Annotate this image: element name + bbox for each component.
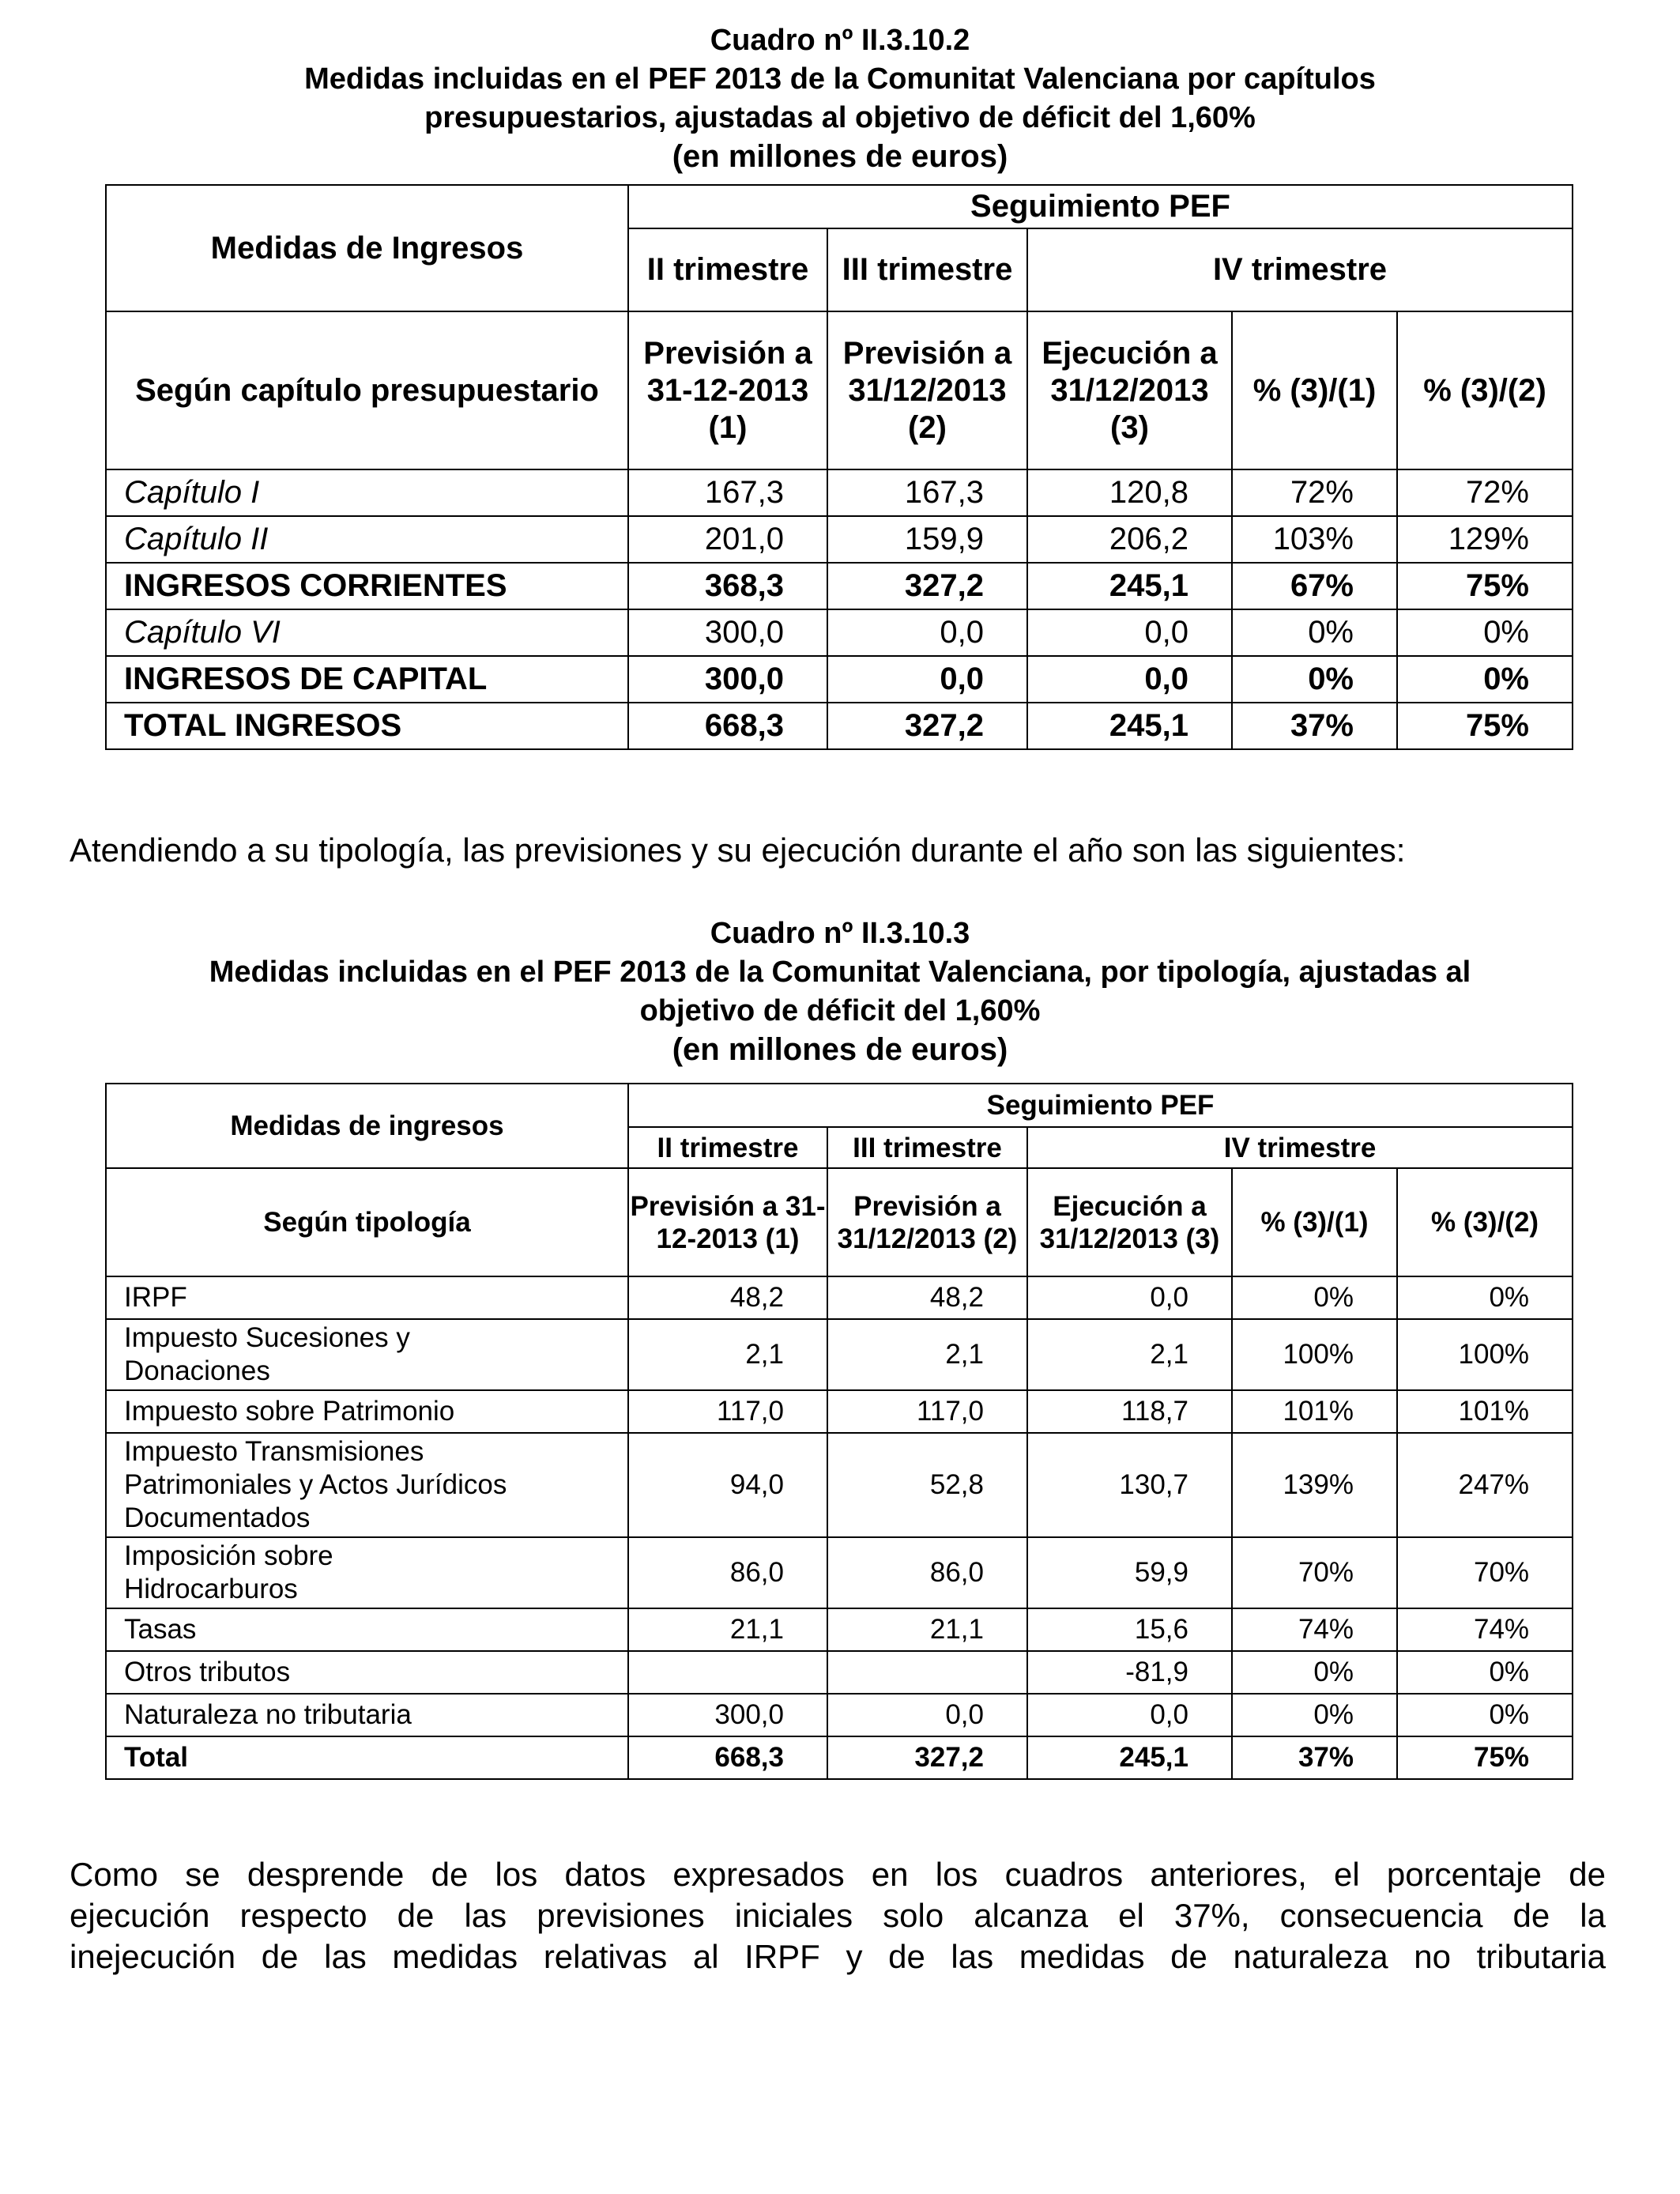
row-label: TOTAL INGRESOS — [106, 703, 628, 749]
row-label: Capítulo VI — [106, 609, 628, 656]
paragraph-line: ejecución respecto de las previsiones iniciales solo alcanza el 37%, consecuencia de la — [70, 1897, 1606, 1934]
cell: 86,0 — [827, 1537, 1027, 1608]
table-row — [106, 1319, 1573, 1390]
table-row — [106, 469, 1573, 516]
cell: 247% — [1397, 1433, 1573, 1537]
table2-col5-header: % (3)/(2) — [1397, 1168, 1573, 1276]
cell: 300,0 — [628, 656, 827, 703]
cell: 327,2 — [827, 703, 1027, 749]
row-label: Tasas — [106, 1608, 628, 1651]
table1-col5-header: % (3)/(2) — [1397, 311, 1573, 469]
cell: 129% — [1397, 516, 1573, 563]
table-row — [106, 1736, 1573, 1779]
cell: 0% — [1232, 1694, 1397, 1736]
cell: 0% — [1397, 1694, 1573, 1736]
table1-measures-header: Medidas de Ingresos — [106, 185, 628, 311]
cell: 52,8 — [827, 1433, 1027, 1537]
cell: 118,7 — [1027, 1390, 1232, 1433]
cell: 48,2 — [827, 1276, 1027, 1319]
cell: 70% — [1397, 1537, 1573, 1608]
cell: 327,2 — [827, 563, 1027, 609]
table2-measures-header: Medidas de ingresos — [106, 1084, 628, 1168]
cell: 37% — [1232, 703, 1397, 749]
table-row — [106, 656, 1573, 703]
row-label — [106, 1537, 628, 1608]
table1-q3-header: III trimestre — [827, 228, 1027, 311]
cell: 0% — [1232, 656, 1397, 703]
row-label-text: Impuesto Transmisiones Patrimoniales y Actos Jurídicos Documentados — [124, 1436, 507, 1533]
table2-title-line1: Medidas incluidas en el PEF 2013 de la Comunitat Valenciana, por tipología, ajustadas al — [209, 956, 1471, 989]
row-label-text: Imposición sobre Hidrocarburos — [124, 1540, 333, 1604]
table2-number: Cuadro nº II.3.10.3 — [710, 917, 970, 950]
cell: 300,0 — [628, 609, 827, 656]
cell: 100% — [1397, 1319, 1573, 1390]
cell: 59,9 — [1027, 1537, 1232, 1608]
table1-units: (en millones de euros) — [672, 139, 1008, 174]
table2-q3-header: III trimestre — [827, 1127, 1027, 1168]
table1-col4-header: % (3)/(1) — [1232, 311, 1397, 469]
table1-number: Cuadro nº II.3.10.2 — [710, 24, 970, 57]
cell: 0,0 — [1027, 609, 1232, 656]
cell: 167,3 — [628, 469, 827, 516]
table2-col2-header: Previsión a 31/12/2013 (2) — [827, 1168, 1027, 1276]
cell: 75% — [1397, 563, 1573, 609]
table-row — [106, 1537, 1573, 1608]
row-label: INGRESOS DE CAPITAL — [106, 656, 628, 703]
table-row — [106, 516, 1573, 563]
cell: 368,3 — [628, 563, 827, 609]
cell: 206,2 — [1027, 516, 1232, 563]
cell: 67% — [1232, 563, 1397, 609]
table1-col3-header: Ejecución a 31/12/2013 (3) — [1027, 311, 1232, 469]
cell: -81,9 — [1027, 1651, 1232, 1694]
cell: 0,0 — [827, 609, 1027, 656]
row-label: Naturaleza no tributaria — [106, 1694, 628, 1736]
cell: 101% — [1232, 1390, 1397, 1433]
cell: 0% — [1397, 656, 1573, 703]
table1 — [105, 184, 1573, 750]
table2 — [105, 1083, 1573, 1780]
cell: 2,1 — [1027, 1319, 1232, 1390]
row-label: Impuesto sobre Patrimonio — [106, 1390, 628, 1433]
cell: 86,0 — [628, 1537, 827, 1608]
paragraph-line: Como se desprende de los datos expresados en los cuadros anteriores, el porcentaje de — [70, 1856, 1606, 1893]
table-row — [106, 1390, 1573, 1433]
table1-title-line2: presupuestarios, ajustadas al objetivo de déficit del 1,60% — [424, 101, 1256, 134]
table1-q2-header: II trimestre — [628, 228, 827, 311]
paragraph-intro: Atendiendo a su tipología, las previsiones y su ejecución durante el año son las siguientes: — [70, 831, 1406, 869]
cell: 74% — [1232, 1608, 1397, 1651]
row-label: IRPF — [106, 1276, 628, 1319]
cell: 0,0 — [1027, 1276, 1232, 1319]
row-label — [106, 1433, 628, 1537]
cell: 167,3 — [827, 469, 1027, 516]
table-row — [106, 1608, 1573, 1651]
cell: 15,6 — [1027, 1608, 1232, 1651]
table1-col1-header: Previsión a 31-12-2013 (1) — [628, 311, 827, 469]
table2-col1-header: Previsión a 31-12-2013 (1) — [628, 1168, 827, 1276]
table2-caption — [0, 914, 1680, 1069]
cell: 0% — [1397, 609, 1573, 656]
cell: 201,0 — [628, 516, 827, 563]
cell: 0% — [1232, 1276, 1397, 1319]
table2-col4-header: % (3)/(1) — [1232, 1168, 1397, 1276]
cell: 75% — [1397, 1736, 1573, 1779]
cell: 94,0 — [628, 1433, 827, 1537]
table2-q2-header: II trimestre — [628, 1127, 827, 1168]
cell: 37% — [1232, 1736, 1397, 1779]
table2-q4-header: IV trimestre — [1027, 1127, 1573, 1168]
table1-q4-header: IV trimestre — [1027, 228, 1573, 311]
cell: 0% — [1397, 1651, 1573, 1694]
cell: 245,1 — [1027, 1736, 1232, 1779]
paragraph-line: inejecución de las medidas relativas al IRPF y de las medidas de naturaleza no tributaria — [70, 1938, 1606, 1975]
cell: 21,1 — [628, 1608, 827, 1651]
cell: 0% — [1232, 1651, 1397, 1694]
cell — [628, 1651, 827, 1694]
cell: 70% — [1232, 1537, 1397, 1608]
cell: 75% — [1397, 703, 1573, 749]
cell: 0,0 — [1027, 1694, 1232, 1736]
row-label: Capítulo II — [106, 516, 628, 563]
cell — [827, 1651, 1027, 1694]
cell: 300,0 — [628, 1694, 827, 1736]
cell: 0,0 — [827, 656, 1027, 703]
cell: 0,0 — [827, 1694, 1027, 1736]
table2-group-header: Seguimiento PEF — [628, 1084, 1573, 1127]
cell: 0% — [1232, 609, 1397, 656]
cell: 130,7 — [1027, 1433, 1232, 1537]
cell: 100% — [1232, 1319, 1397, 1390]
row-label: Capítulo I — [106, 469, 628, 516]
table-row — [106, 609, 1573, 656]
paragraph-conclusion — [70, 1854, 1606, 1977]
table-row — [106, 1651, 1573, 1694]
cell: 101% — [1397, 1390, 1573, 1433]
table2-title-line2: objetivo de déficit del 1,60% — [639, 994, 1041, 1027]
cell: 139% — [1232, 1433, 1397, 1537]
table2-units: (en millones de euros) — [672, 1032, 1008, 1067]
cell: 2,1 — [628, 1319, 827, 1390]
cell: 74% — [1397, 1608, 1573, 1651]
cell: 21,1 — [827, 1608, 1027, 1651]
table1-group-header: Seguimiento PEF — [628, 185, 1573, 228]
row-label — [106, 1319, 628, 1390]
cell: 48,2 — [628, 1276, 827, 1319]
row-label-text: Impuesto Sucesiones y Donaciones — [124, 1322, 410, 1386]
cell: 120,8 — [1027, 469, 1232, 516]
cell: 0% — [1397, 1276, 1573, 1319]
row-label: Total — [106, 1736, 628, 1779]
table-row — [106, 563, 1573, 609]
table-row — [106, 703, 1573, 749]
cell: 103% — [1232, 516, 1397, 563]
table-row — [106, 1433, 1573, 1537]
cell: 159,9 — [827, 516, 1027, 563]
cell: 117,0 — [827, 1390, 1027, 1433]
table1-caption — [0, 21, 1680, 176]
table2-col3-header: Ejecución a 31/12/2013 (3) — [1027, 1168, 1232, 1276]
row-label: INGRESOS CORRIENTES — [106, 563, 628, 609]
table1-by-header: Según capítulo presupuestario — [106, 311, 628, 469]
table-row — [106, 1276, 1573, 1319]
cell: 0,0 — [1027, 656, 1232, 703]
cell: 668,3 — [628, 1736, 827, 1779]
table-row — [106, 1694, 1573, 1736]
cell: 245,1 — [1027, 563, 1232, 609]
cell: 245,1 — [1027, 703, 1232, 749]
table1-title-line1: Medidas incluidas en el PEF 2013 de la Comunitat Valenciana por capítulos — [304, 62, 1376, 96]
table2-by-header: Según tipología — [106, 1168, 628, 1276]
cell: 72% — [1232, 469, 1397, 516]
cell: 72% — [1397, 469, 1573, 516]
row-label: Otros tributos — [106, 1651, 628, 1694]
cell: 327,2 — [827, 1736, 1027, 1779]
cell: 668,3 — [628, 703, 827, 749]
cell: 117,0 — [628, 1390, 827, 1433]
cell: 2,1 — [827, 1319, 1027, 1390]
table1-col2-header: Previsión a 31/12/2013 (2) — [827, 311, 1027, 469]
